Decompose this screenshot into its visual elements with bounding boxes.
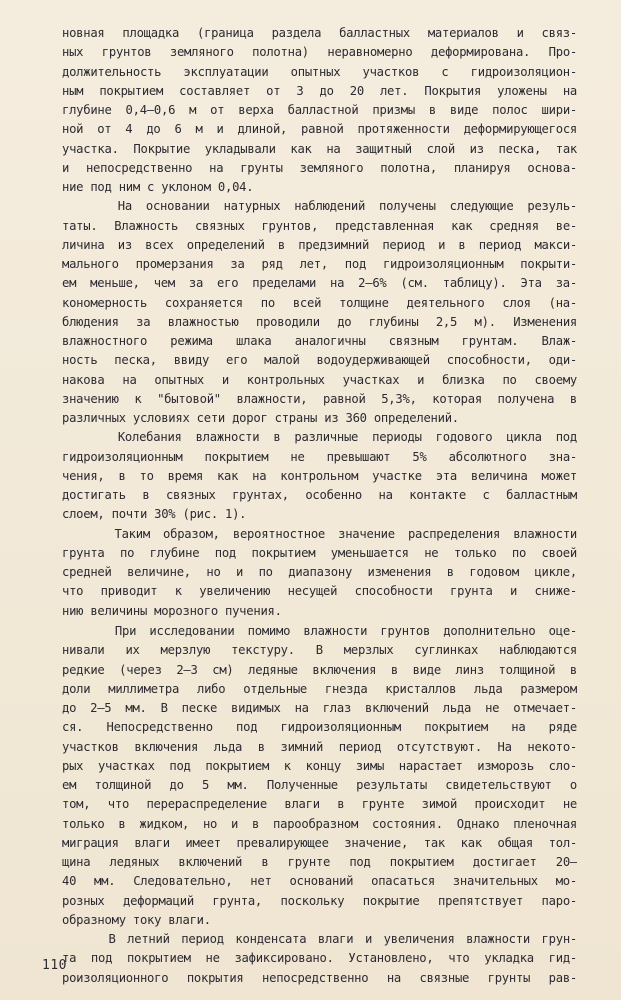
text-line: На основании натурных наблюдений получены следующие резуль-: [62, 199, 577, 214]
text-line: средней величине, но и по диапазону изменения в годовом цикле,: [62, 565, 577, 579]
text-line: ем толщиной до 5 мм. Полученные результаты свидетельствуют о: [62, 778, 577, 792]
text-line: участков включения льда в зимний период отсутствуют. На некото-: [62, 739, 577, 754]
text-line: и непосредственно на грунты земляного полотна, планируя основа-: [62, 160, 577, 175]
text-line: таты. Влажность связных грунтов, представленная как средняя ве-: [62, 218, 577, 233]
text-line: розных деформаций грунта, поскольку покрытие препятствует паро-: [62, 893, 577, 908]
text-line: том, что перераспределение влаги в грунте зимой происходит не: [62, 797, 577, 812]
text-line: различных условиях сети дорог страны из 360 определений.: [62, 411, 459, 425]
text-line: накова на опытных и контрольных участках и близка по своему: [62, 372, 577, 387]
text-line: В летний период конденсата влаги и увеличения влажности грун-: [62, 932, 577, 946]
text-line: ся. Непосредственно под гидроизоляционным покрытием на ряде: [62, 720, 577, 735]
text-line: личина из всех определений в предзимний период и в период макси-: [62, 237, 577, 252]
text-line: новная площадка (граница раздела балластных материалов и связ-: [62, 26, 577, 40]
text-line: Колебания влажности в различные периоды годового цикла под: [62, 430, 577, 445]
text-line: образному току влаги.: [62, 912, 211, 927]
text-line: роизоляционного покрытия непосредственно на связные грунты рав-: [62, 970, 577, 985]
text-line: кономерность сохраняется по всей толщине деятельного слоя (на-: [62, 295, 577, 310]
text-line: достигать в связных грунтах, особенно на контакте с балластным: [62, 488, 577, 502]
text-line: должительность эксплуатации опытных участков с гидроизоляцион-: [62, 64, 577, 79]
text-line: ние под ним с уклоном 0,04.: [62, 180, 254, 194]
text-line: значению к "бытовой" влажности, равной 5,3%, которая получена в: [62, 391, 577, 406]
text-line: щина ледяных включений в грунте под покрытием достигает 20–: [62, 855, 577, 869]
text-line: участка. Покрытие укладывали как на защитный слой из песка, так: [62, 141, 577, 156]
text-line: Таким образом, вероятностное значение распределения влажности: [62, 526, 577, 541]
text-line: ем меньше, чем за его пределами на 2–6% (см. таблицу). Эта за-: [62, 276, 577, 291]
text-line: мального промерзания за ряд лет, под гидроизоляционным покрыти-: [62, 257, 577, 271]
text-line: глубине 0,4–0,6 м от верха балластной призмы в виде полос шири-: [62, 103, 577, 117]
text-line: до 2–5 мм. В песке видимых на глаз включений льда не отмечает-: [62, 701, 577, 715]
text-line: только в жидком, но и в парообразном состояния. Однако пленочная: [62, 816, 577, 831]
text-line: При исследовании помимо влажности грунтов дополнительно оце-: [62, 624, 577, 638]
text-line: грунта по глубине под покрытием уменьшается не только по своей: [62, 545, 577, 560]
text-line: блюдения за влажностью проводили до глубины 2,5 м). Изменения: [62, 314, 577, 329]
text-line: влажностного режима шлака аналогичны связным грунтам. Влаж-: [62, 334, 577, 348]
text-line: чения, в то время как на контрольном участке эта величина может: [62, 468, 577, 483]
text-line: ной от 4 до 6 м и длиной, равной протяженности деформирующегося: [62, 122, 577, 137]
text-line: миграция влаги имеет превалирующее значение, так как общая тол-: [62, 835, 577, 850]
text-line: ность песка, ввиду его малой водоудерживающей способности, оди-: [62, 353, 577, 368]
text-line: 40 мм. Следовательно, нет оснований опасаться значительных мо-: [62, 874, 577, 889]
page-number: 110: [42, 958, 67, 973]
text-line: ных грунтов земляного полотна) неравномерно деформирована. Про-: [62, 45, 577, 60]
body-text-continued: [62, 622, 577, 988]
text-line: слоем, почти 30% (рис. 1).: [62, 507, 247, 522]
text-line: нию величины морозного пучения.: [62, 603, 282, 618]
text-line: гидроизоляционным покрытием не превышают 5% абсолютного зна-: [62, 449, 577, 464]
text-line: та под покрытием не зафиксировано. Установлено, что укладка гид-: [62, 951, 577, 966]
body-text: [62, 24, 577, 621]
text-line: нивали их мерзлую текстуру. В мерзлых суглинках наблюдаются: [62, 643, 577, 658]
text-line: редкие (через 2–3 см) ледяные включения в виде линз толщиной в: [62, 662, 577, 677]
text-line: ным покрытием составляет от 3 до 20 лет. Покрытия уложены на: [62, 83, 577, 98]
text-line: рых участках под покрытием к концу зимы нарастает изморозь сло-: [62, 758, 577, 773]
text-line: доли миллиметра либо отдельные гнезда кристаллов льда размером: [62, 681, 577, 696]
text-line: что приводит к увеличению несущей способности грунта и сниже-: [62, 584, 577, 599]
